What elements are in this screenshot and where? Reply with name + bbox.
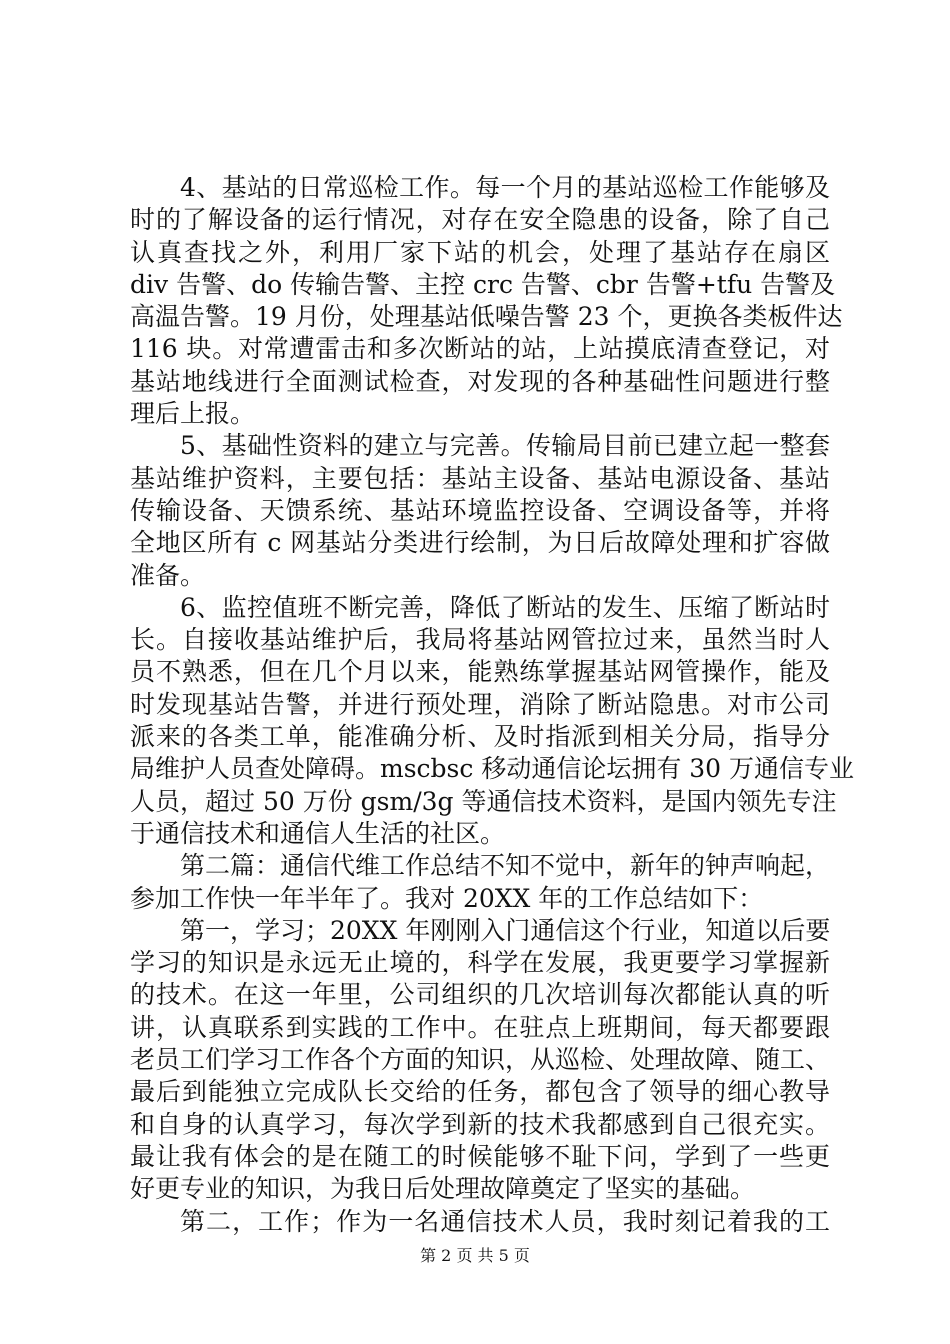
text-line: 6、监控值班不断完善，降低了断站的发生、压缩了断站时 bbox=[180, 592, 830, 622]
text-line: 的技术。在这一年里，公司组织的几次培训每次都能认真的听 bbox=[130, 980, 830, 1010]
text-line: 第二篇：通信代维工作总结不知不觉中，新年的钟声响起， bbox=[180, 851, 831, 881]
text-line: 理后上报。 bbox=[130, 399, 256, 429]
text-line: 认真查找之外，利用厂家下站的机会，处理了基站存在扇区 bbox=[130, 237, 830, 267]
text-line: 5、基础性资料的建立与完善。传输局目前已建立起一整套 bbox=[180, 431, 830, 461]
text-line: 局维护人员查处障碍。mscbsc 移动通信论坛拥有 30 万通信专业 bbox=[130, 754, 855, 784]
text-line: 人员，超过 50 万份 gsm/3g 等通信技术资料，是国内领先专注 bbox=[130, 786, 837, 816]
text-line: 时发现基站告警，并进行预处理，消除了断站隐患。对市公司 bbox=[130, 689, 830, 719]
text-line: 第二，工作；作为一名通信技术人员，我时刻记着我的工 bbox=[180, 1206, 830, 1236]
text-line: 第一，学习；20XX 年刚刚入门通信这个行业，知道以后要 bbox=[180, 915, 831, 945]
text-line: 参加工作快一年半年了。我对 20XX 年的工作总结如下： bbox=[130, 883, 764, 913]
text-line: 长。自接收基站维护后，我局将基站网管拉过来，虽然当时人 bbox=[130, 625, 830, 655]
text-line: 员不熟悉，但在几个月以来，能熟练掌握基站网管操作，能及 bbox=[130, 657, 830, 687]
text-line: 116 块。对常遭雷击和多次断站的站，上站摸底清查登记，对 bbox=[130, 334, 830, 364]
text-line: 和自身的认真学习，每次学到新的技术我都感到自己很充实。 bbox=[130, 1109, 830, 1139]
text-line: 时的了解设备的运行情况，对存在安全隐患的设备，除了自己 bbox=[130, 205, 830, 235]
text-line: 派来的各类工单，能准确分析、及时指派到相关分局，指导分 bbox=[130, 722, 830, 752]
text-line: 最后到能独立完成队长交给的任务，都包含了领导的细心教导 bbox=[130, 1077, 830, 1107]
text-line: 于通信技术和通信人生活的社区。 bbox=[130, 818, 506, 848]
text-line: 4、基站的日常巡检工作。每一个月的基站巡检工作能够及 bbox=[180, 173, 830, 202]
text-line: 好更专业的知识，为我日后处理故障奠定了坚实的基础。 bbox=[130, 1174, 756, 1204]
text-line: 高温告警。19 月份，处理基站低噪告警 23 个，更换各类板件达 bbox=[130, 302, 843, 332]
text-line: 讲，认真联系到实践的工作中。在驻点上班期间，每天都要跟 bbox=[130, 1012, 830, 1042]
text-line: 基站维护资料，主要包括：基站主设备、基站电源设备、基站 bbox=[130, 463, 830, 493]
document-body bbox=[130, 172, 855, 1238]
text-line: 全地区所有 c 网基站分类进行绘制，为日后故障处理和扩容做 bbox=[130, 528, 830, 558]
page-footer: 第 2 页 共 5 页 bbox=[420, 1246, 530, 1265]
text-line: 老员工们学习工作各个方面的知识，从巡检、处理故障、随工、 bbox=[130, 1045, 831, 1075]
text-line: 传输设备、天馈系统、基站环境监控设备、空调设备等，并将 bbox=[130, 495, 830, 525]
text-line: 最让我有体会的是在随工的时候能够不耻下问，学到了一些更 bbox=[130, 1141, 830, 1171]
text-line: 基站地线进行全面测试检查，对发现的各种基础性问题进行整 bbox=[130, 366, 830, 396]
text-line: 学习的知识是永远无止境的，科学在发展，我更要学习掌握新 bbox=[130, 948, 830, 978]
text-line: div 告警、do 传输告警、主控 crc 告警、cbr 告警+tfu 告警及 bbox=[130, 269, 836, 299]
text-line: 准备。 bbox=[130, 560, 206, 590]
